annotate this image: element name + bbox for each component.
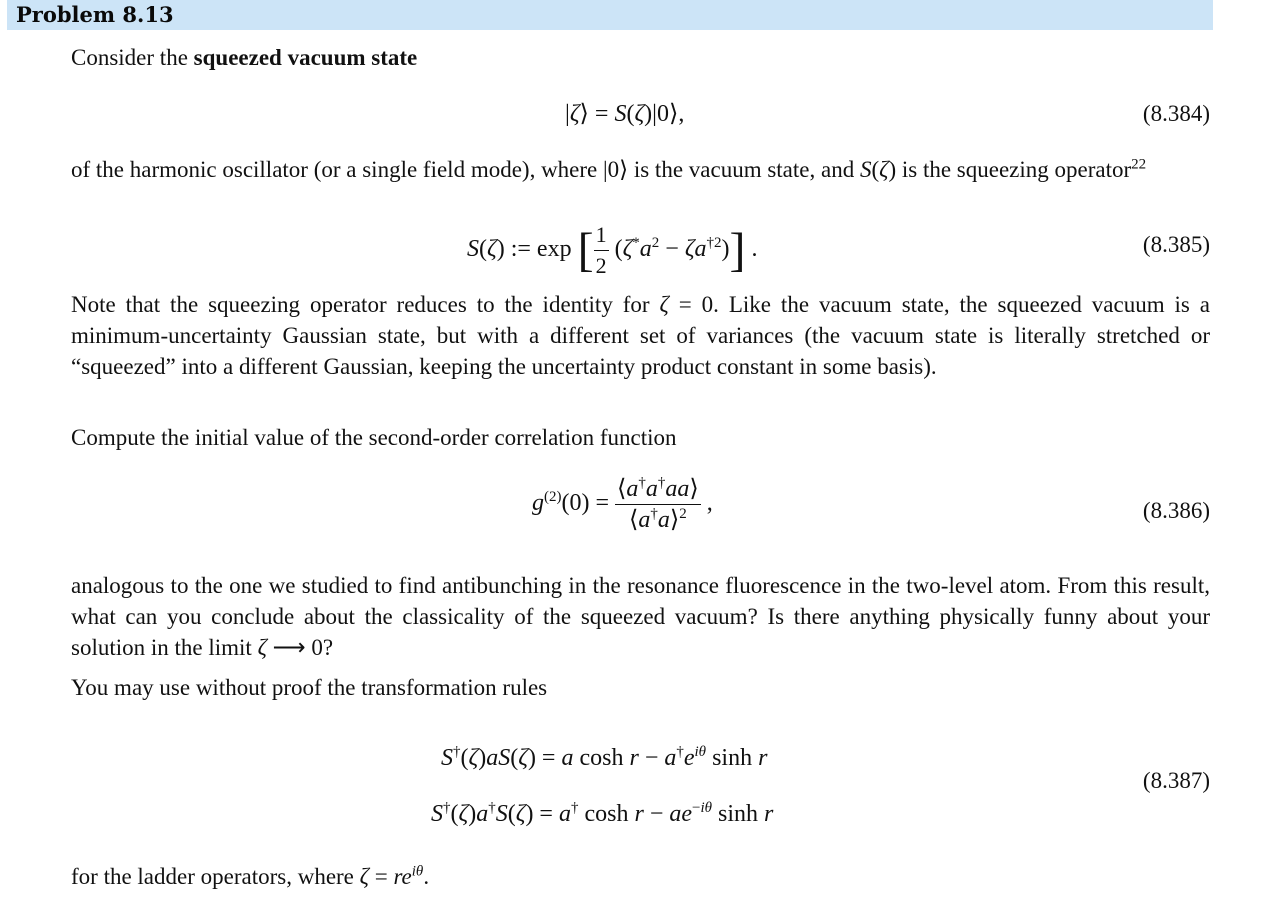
equation-8-387-line-1: S†(ζ)aS(ζ) = a $\cosh r - a^\dagger e^{i\theta}$ sinh r — [441, 744, 768, 771]
equation-number-8-384: (8.384) — [1142, 101, 1210, 126]
paragraph-ladder-text-b: . — [423, 864, 430, 889]
equation-number-8-385: (8.385) — [1142, 232, 1210, 257]
paragraph-oscillator-text-a: of the harmonic oscillator (or a single field mode), where |0⟩ is the vacuum state, and — [71, 157, 860, 182]
paragraph-antibunching-text-a: analogous to the one we studied to find antibunching in the resonance fluorescence in the two-level atom. From this result, what can you conclude about the classicality of the squeezed vacuum? Is there anything physically funny about your solution in the limit — [71, 573, 1210, 660]
paragraph-compute-text: Compute the initial value of the second-order correlation function — [71, 425, 677, 450]
intro-emphasis: squeezed vacuum state — [193, 45, 418, 70]
equation-8-385: S(ζ) := exp [ $\frac{1}{2}$ $(\zeta^*a^2 - \zeta a^{\dagger 2})$] . — [467, 220, 758, 281]
paragraph-antibunching: analogous to the one we studied to find antibunching in the resonance fluorescence in the two-level atom. From this result, what can you conclude about the classicality of the squeezed vacuum? Is there anything physically funny about your solution in the limit ζ ⟶ 0? — [71, 573, 1210, 660]
paragraph-oscillator-text-b: is the squeezing operator — [896, 157, 1132, 182]
paragraph-identity-note: Note that the squeezing operator reduces to the identity for ζ = 0. Like the vacuum state, the squeezed vacuum is a minimum-uncertainty Gaussian state, but with a different set of variances (the vacuum state is literally stretched or “squeezed” into a different Gaussian, keeping the uncertainty product constant in some basis). — [71, 292, 1210, 379]
problem-header — [7, 0, 1213, 30]
equation-8-386: $g^{(2)}(0)$ = $\frac{⟨a^\dagger a^\dagger aa⟩}{⟨a^\dagger a⟩^2}$ , — [532, 475, 713, 533]
paragraph-transformation-text: You may use without proof the transformation rules — [71, 675, 548, 700]
problem-title: Problem 8.13 — [16, 2, 174, 27]
paragraph-ladder-text-a: for the ladder operators, where — [71, 864, 360, 889]
equation-number-8-386: (8.386) — [1142, 498, 1210, 523]
paragraph-transformation — [71, 672, 1210, 703]
paragraph-ladder: for the ladder operators, where $\zeta = re^{i\theta}$. — [71, 863, 430, 889]
paragraph-identity-text-b: . Like the vacuum state, the squeezed vacuum is a minimum-uncertainty Gaussian state, but with a different set of variances (the vacuum state is literally stretched or “squeezed” into a different Gaussian, keeping the uncertainty product constant in some basis). — [71, 292, 1210, 379]
equation-8-384: |ζ⟩ = S(ζ)|0⟩, — [565, 101, 685, 127]
paragraph-antibunching-text-b: ? — [322, 635, 334, 660]
footnote-marker: 22 — [1131, 156, 1147, 173]
intro-text: Consider the — [71, 45, 194, 70]
paragraph-compute — [71, 422, 1210, 453]
paragraph-identity-text-a: Note that the squeezing operator reduces to the identity for — [71, 292, 660, 317]
equation-number-8-387: (8.387) — [1142, 768, 1210, 793]
equation-8-387-line-2: S†(ζ)a†S(ζ) = a† $\cosh r - ae^{-i\theta}$ sinh r — [431, 800, 774, 827]
intro-paragraph — [71, 42, 1210, 73]
paragraph-oscillator: of the harmonic oscillator (or a single field mode), where |0⟩ is the vacuum state, and S(ζ) is the squeezing operator$^{22}$ — [71, 156, 1147, 182]
